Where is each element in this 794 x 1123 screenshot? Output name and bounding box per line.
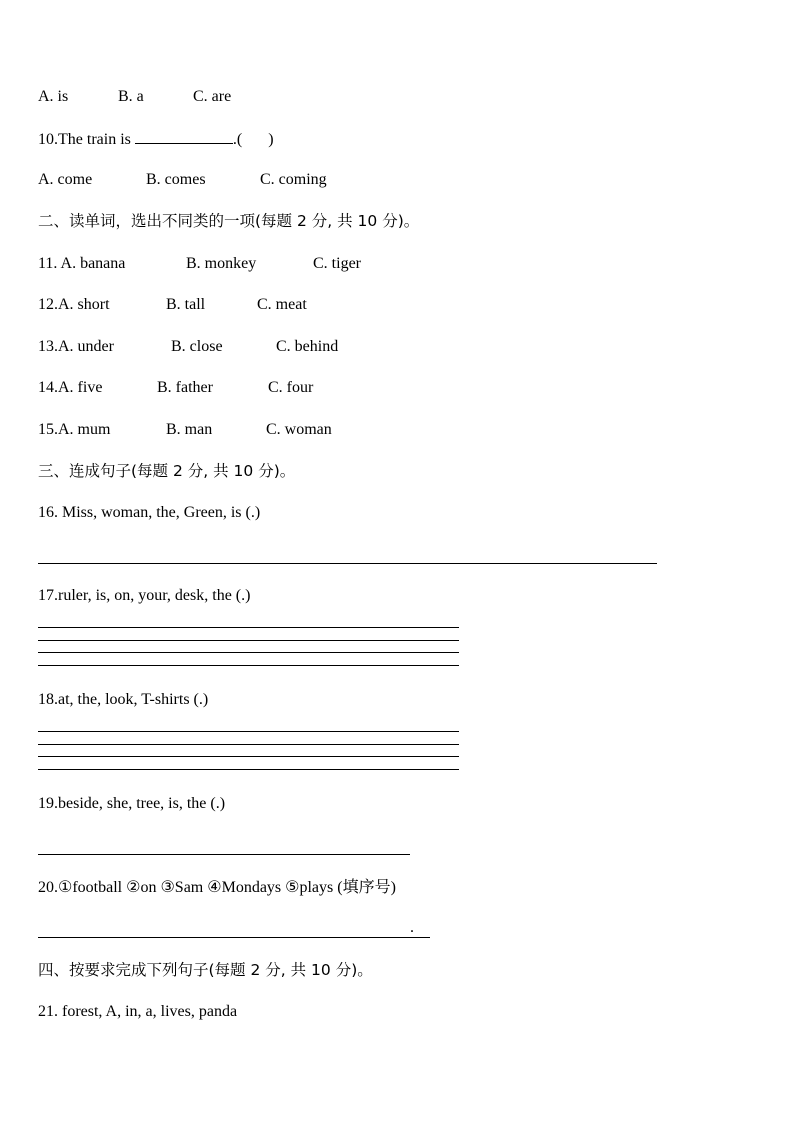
q10-paren-open: .( (232, 131, 243, 148)
q10-answer-blank[interactable] (135, 129, 233, 144)
q10-option-a: A. come (38, 171, 93, 188)
q10-text: 10.The train is (38, 131, 135, 148)
q17-answer-line-3[interactable] (38, 652, 459, 653)
q16-answer-line[interactable] (38, 563, 657, 564)
q16-prompt: 16. Miss, woman, the, Green, is (.) (38, 504, 261, 521)
q13-option-a: 13.A. under (38, 338, 114, 355)
q18-answer-line-2[interactable] (38, 744, 459, 745)
section4-title: 四、按要求完成下列句子(每题 2 分, 共 10 分)。 (38, 961, 373, 979)
q15-option-c: C. woman (266, 421, 332, 438)
q18-prompt: 18.at, the, look, T-shirts (.) (38, 691, 209, 708)
q11-option-b: B. monkey (186, 255, 257, 272)
q9-option-c: C. are (193, 88, 232, 105)
q21-prompt: 21. forest, A, in, a, lives, panda (38, 1003, 238, 1020)
q14-option-b: B. father (157, 379, 213, 396)
q20-answer-line[interactable] (38, 937, 430, 938)
q20-period: . (410, 919, 414, 936)
q14-option-a: 14.A. five (38, 379, 103, 396)
q18-answer-line-3[interactable] (38, 756, 459, 757)
q10-stem (38, 129, 274, 150)
q19-prompt: 19.beside, she, tree, is, the (.) (38, 795, 226, 812)
q10-paren-close: ) (268, 131, 274, 148)
q17-answer-line-2[interactable] (38, 640, 459, 641)
q17-prompt: 17.ruler, is, on, your, desk, the (.) (38, 587, 251, 604)
q18-answer-line-1[interactable] (38, 731, 459, 732)
q15-option-b: B. man (166, 421, 213, 438)
q18-answer-line-4[interactable] (38, 769, 459, 770)
q13-option-b: B. close (171, 338, 223, 355)
q20-prompt: 20.①football ②on ③Sam ④Mondays ⑤plays (填序号) (38, 879, 396, 896)
q17-answer-line-4[interactable] (38, 665, 459, 666)
q12-option-a: 12.A. short (38, 296, 110, 313)
section2-title: 二、读单词，选出不同类的一项(每题 2 分, 共 10 分)。 (38, 212, 420, 230)
q17-answer-line-1[interactable] (38, 627, 459, 628)
q14-option-c: C. four (268, 379, 314, 396)
q19-answer-line[interactable] (38, 854, 410, 855)
q12-option-c: C. meat (257, 296, 307, 313)
q10-option-b: B. comes (146, 171, 206, 188)
section3-title: 三、连成句子(每题 2 分, 共 10 分)。 (38, 462, 296, 480)
q11-option-c: C. tiger (313, 255, 361, 272)
q15-option-a: 15.A. mum (38, 421, 111, 438)
q10-option-c: C. coming (260, 171, 327, 188)
q11-option-a: 11. A. banana (38, 255, 126, 272)
q13-option-c: C. behind (276, 338, 339, 355)
q9-option-b: B. a (118, 88, 144, 105)
q12-option-b: B. tall (166, 296, 206, 313)
q9-option-a: A. is (38, 88, 69, 105)
